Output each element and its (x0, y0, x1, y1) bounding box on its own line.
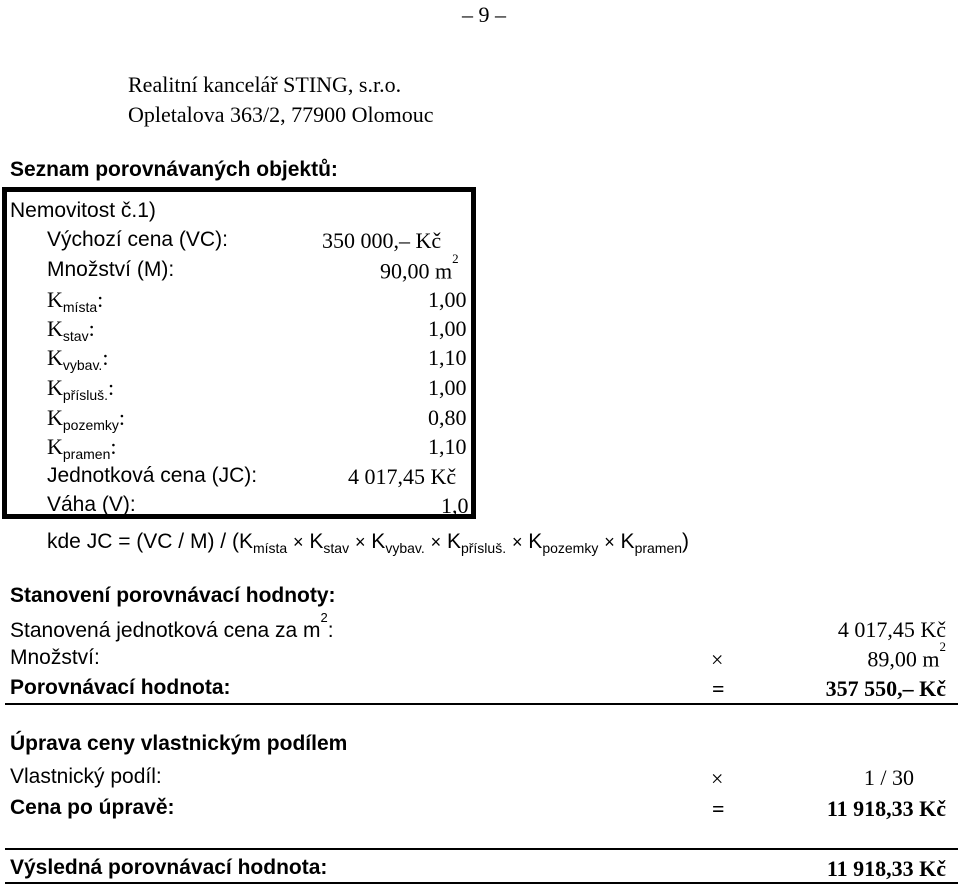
row-value: 1,10 (428, 345, 467, 370)
row-value: 1,10 (428, 434, 467, 459)
adjusted-value: 11 918,33 Kč (826, 796, 946, 821)
row-value: 4 017,45 Kč (348, 464, 457, 489)
row-value: 1,0 (441, 493, 469, 518)
page-number: – 9 – (462, 2, 506, 27)
row-value: 90,00 $m^2$ (380, 251, 459, 284)
formula: kde JC = $(VC / M) / (K_{místa} \times K_{stav} \times K_{vybav.} \times K_{přísluš.} \times K_{pozemky} \times K_{pramen})$ (47, 530, 690, 556)
agency-address: Opletalova 363/2, 77900 Olomouc (128, 102, 434, 127)
share-label: Vlastnický podíl: (10, 765, 162, 788)
result-value: 11 918,33 Kč (826, 856, 946, 881)
row-label: $K_{vybav.}$: (47, 345, 109, 373)
row-label: $K_{pozemky}$: (47, 405, 126, 433)
row-value: 1,00 (428, 375, 467, 400)
multiply-operator: × (711, 766, 724, 791)
equals-operator: = (712, 796, 725, 821)
row-value: 1,00 (428, 287, 467, 312)
adjustment-heading: Úprava ceny vlastnickým podílem (10, 732, 348, 755)
determination-heading: Stanovení porovnávací hodnoty: (10, 584, 336, 607)
quantity-label: Množství: (10, 646, 100, 669)
list-heading: Seznam porovnávaných objektů: (10, 158, 338, 181)
divider-line (5, 703, 958, 705)
multiply-operator: × (711, 647, 724, 672)
result-top-line (5, 848, 958, 850)
comparative-label: Porovnávací hodnota: (10, 676, 231, 699)
equals-operator: = (712, 676, 725, 701)
result-label: Výsledná porovnávací hodnota: (10, 856, 328, 879)
row-value: 0,80 (428, 405, 467, 430)
row-value: 1,00 (428, 316, 467, 341)
row-value: 350 000,– Kč (322, 228, 442, 253)
unit-price-value: 4 017,45 Kč (837, 617, 946, 642)
share-value: 1 / 30 (863, 765, 914, 790)
row-label: $K_{pramen}$: (47, 434, 117, 462)
quantity-value: 89,00 $m^2$ (867, 639, 946, 672)
row-label: $K_{stav}$: (47, 316, 95, 344)
result-bottom-line (5, 882, 958, 884)
row-label: Váha (V): (47, 493, 136, 516)
property-title: Nemovitost č.1) (10, 199, 156, 222)
row-label: $K_{místa}$: (47, 287, 104, 315)
unit-price-label: Stanovená jednotková cena za $m^2$: (10, 610, 334, 642)
adjusted-label: Cena po úpravě: (10, 796, 175, 819)
row-label: Množství (M): (47, 258, 175, 281)
row-label: Výchozí cena (VC): (47, 228, 228, 251)
agency-name: Realitní kancelář STING, s.r.o. (128, 72, 402, 97)
row-label: $K_{přísluš.}$: (47, 375, 115, 403)
row-label: Jednotková cena (JC): (47, 464, 258, 487)
comparative-value: 357 550,– Kč (825, 676, 946, 701)
